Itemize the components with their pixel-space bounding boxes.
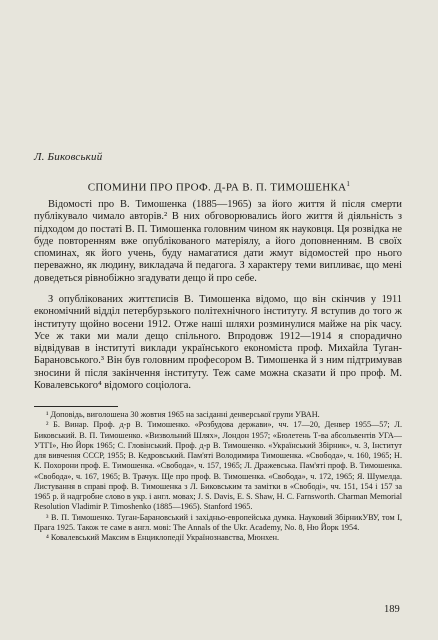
page-number: 189 xyxy=(384,604,400,615)
title-footnote-marker: 1 xyxy=(346,180,351,188)
footnote-3: ³ В. П. Тимошенко. Туган-Барановський і західньо-европейська думка. Науковий ЗбірникУВУ, том I, Прага 1925. Також те саме в англ. мові: The Annals of the Ukr. Academy, No. 8, Ню Йорк 1954. xyxy=(34,512,402,532)
author-name: Л. Биковський xyxy=(34,151,103,163)
footnote-1: ¹ Доповідь, виголошена 30 жовтня 1965 на засіданні денверської групи УВАН. xyxy=(46,410,320,419)
article-title xyxy=(0,180,438,194)
footnote-2: ² Б. Винар. Проф. д-р В. Тимошенко. «Розбудова держави», чч. 17—20, Денвер 1955—57; Л. Биковський. В. П. Тимошенко. «Визвольний Шлях», Лондон 1957; «Бюлетень Т-ва абсольвентів УГА—УТГІ», Ню Йорк 1965; С. Гловінський. Проф. д-р В. Тимошенко. «Український Збірник», ч. 3, Інститут для вивчення СССР, 1955; В. Кедровський. Пам'яті Володимира Тимошенка. «Свобода», ч. 160, 1965; Н. К. Похорони проф. Е. Тимошенка. «Свобода», ч. 157, 1965; Л. Дражевська. Пам'яті проф. В. Тимошенка. «Свобода», ч. 167, 1965; В. Трачук. Ще про проф. В. Тимошенка. «Свобода», ч. 172, 1965; Я. Шумелда. Листування в справі проф. В. Тимошенка з Л. Биковським та замітки в «Свободі», чч. 151, 154 і 157 за 1965 р. й надгробне слово в укр. і англ. мовах; J. S. Davis, E. S. Shaw, H. C. Farnsworth. Charman Memorial Resolution Vladimir P. Timoshenko (1885—1965). Stanford 1965. xyxy=(34,420,402,512)
paragraph-2: З опублікованих життєписів В. Тимошенка відомо, що він скінчив у 1911 економічний відділ петербурзького політехнічного інституту. Я вступив до того ж інституту щойно восени 1912. Отже наші шляхи розминулися майже на рік часу. Усе ж таки ми мали дещо спільного. Впродовж 1912—1914 я спорадично відвідував в інституті виклади українського економіста проф. Михайла Туган-Барановського.³ Він був головним професором В. Тимошенка й з ним підтримував зносини й після закінчення інституту. Теж саме можна сказати й про проф. М. Ковалевського⁴ відомого соціолога. xyxy=(34,294,402,391)
footnote-4: ⁴ Ковалевський Максим в Енциклопедії Українознавства, Мюнхен. xyxy=(46,533,280,542)
paragraph-1: Відомості про В. Тимошенка (1885—1965) за його життя й після смерти публікувало чимало авторів.² В них обговорювались його життя й діяльність з підходом до постаті В. П. Тимошенка головним чином як науковця. Ця розвідка не буде повторенням вже опублікованого матеріялу, а його доповненням. В своїх споминах, як його учень, буду намагатися дати жмут відомостей про нього переважно, як людину, викладача й педагога. З характеру теми випливає, що мені доведеться рівнобіжно згадувати дещо й про себе. xyxy=(34,199,402,284)
title-text: СПОМИНИ ПРО ПРОФ. Д-РА В. П. ТИМОШЕНКА xyxy=(87,181,347,194)
footnote-divider xyxy=(34,406,118,407)
footnotes-list xyxy=(34,410,402,543)
